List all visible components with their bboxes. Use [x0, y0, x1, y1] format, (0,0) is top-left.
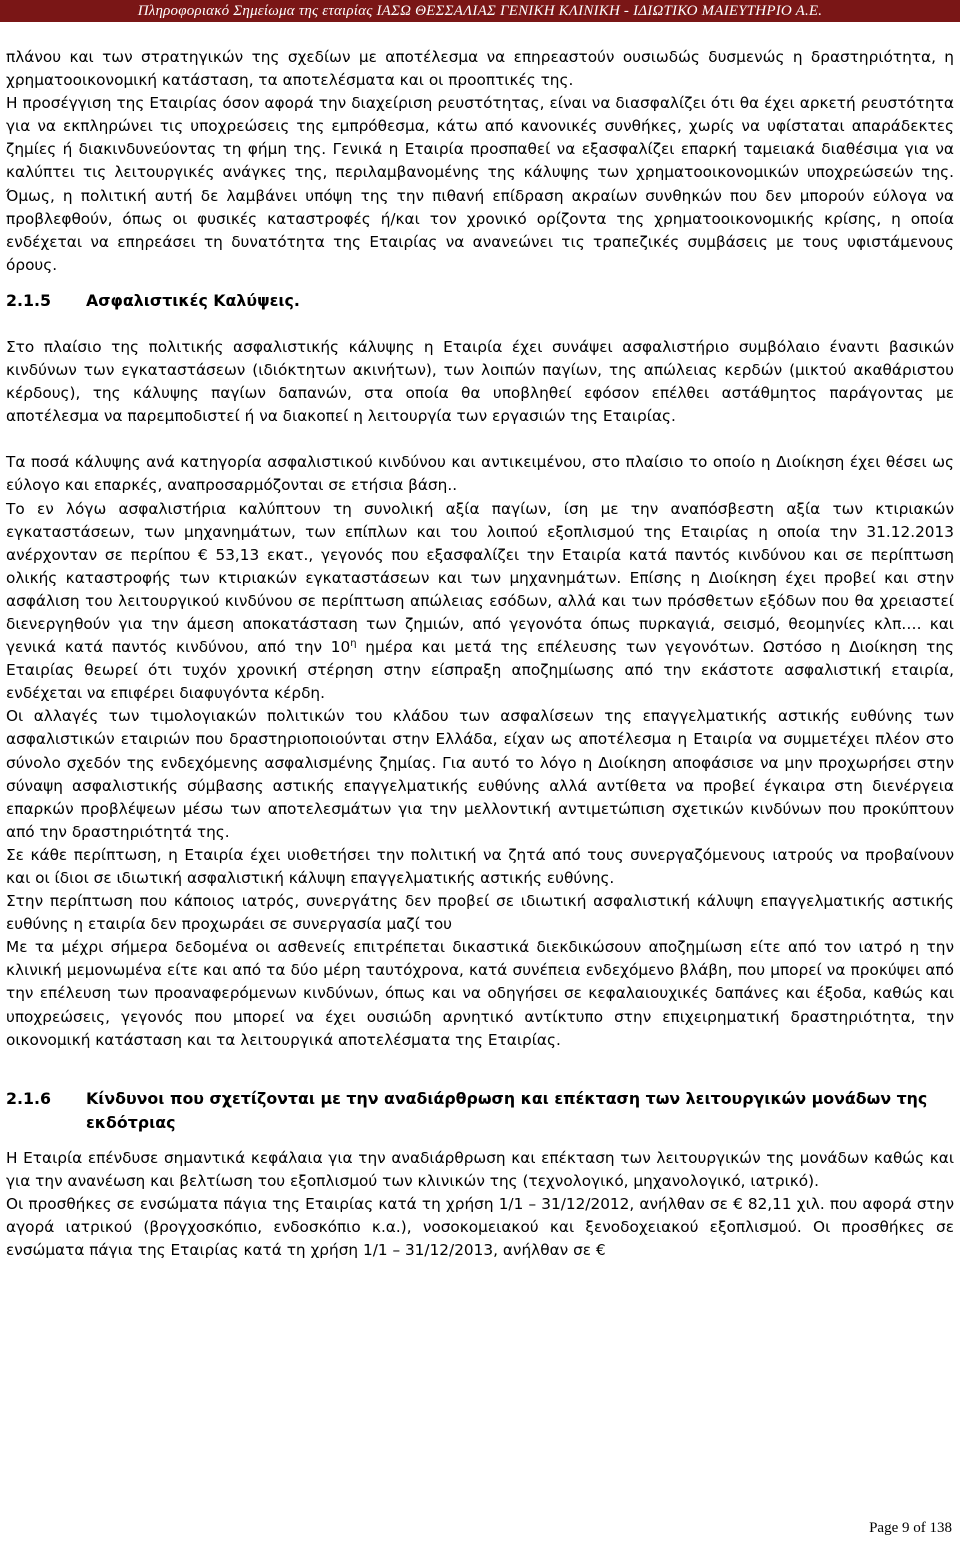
paragraph: Τα ποσά κάλυψης ανά κατηγορία ασφαλιστικού κινδύνου και αντικειμένου, στο πλαίσιο το οποίο η Διοίκηση έχει θέσει ως εύλογο και επαρκές, αναπροσαρμόζονται σε ετήσια βάση..: [6, 453, 954, 495]
section-title: Ασφαλιστικές Καλύψεις.: [86, 290, 300, 310]
text-run: ημέρα και μετά της επέλευσης των γεγονότων. Ωστόσο η Διοίκηση της Εταιρίας θεωρεί ότι τυχόν χρονική στέρηση στην είσπραξη αποζημίωσης από την εκάστοτε ασφαλιστική εταιρία, ενδέχεται να επιφέρει διαφυγόντα κέρδη.: [6, 638, 954, 703]
page-number: Page 9 of 138: [869, 1520, 952, 1536]
document-header: [0, 0, 960, 22]
paragraph: Στην περίπτωση που κάποιος ιατρός, συνεργάτης δεν προβεί σε ιδιωτική ασφαλιστική κάλυψη επαγγελματικής αστικής ευθύνης η εταιρία δεν προχωράει σε συνεργασία μαζί του: [6, 892, 954, 934]
section-heading-2-1-5: [6, 289, 954, 313]
paragraph: [6, 498, 954, 706]
paragraph: Στο πλαίσιο της πολιτικής ασφαλιστικής κάλυψης η Εταιρία έχει συνάψει ασφαλιστήριο συμβόλαιο έναντι βασικών κινδύνων των εγκαταστάσεων (ιδιόκτητων ακινήτων), των λοιπών παγίων, της απώλειας κερδών (μικτού ακαθάριστου κέρδους), της κάλυψης παγίων δαπανών, στα οποία θα υποβληθεί εφόσον επέλθει αστάθμητος παράγοντας με αποτέλεσμα να παρεμποδιστεί ή να διακοπεί η λειτουργία των εργασιών της Εταιρίας.: [6, 337, 954, 426]
amount: € 82,11 χιλ.: [732, 1194, 825, 1213]
document-body: [6, 46, 954, 1262]
document-header-title: Πληροφοριακό Σημείωμα της εταιρίας ΙΑΣΩ ΘΕΣΣΑΛΙΑΣ ΓΕΝΙΚΗ ΚΛΙΝΙΚΗ - ΙΔΙΩΤΙΚΟ ΜΑΙΕΥΤΗΡΙΟ Α.Ε.: [137, 2, 823, 19]
section-number: 2.1.6: [6, 1088, 51, 1108]
paragraph: Οι αλλαγές των τιμολογιακών πολιτικών του κλάδου των ασφαλίσεων της επαγγελματικής αστικής ευθύνης των ασφαλιστικών εταιριών που δραστηριοποιούνται στην Ελλάδα, είχαν ως αποτέλεσμα η Εταιρία να συμμετέχει πλέον στο σύνολο σχεδόν της ενδεχόμενης ασφαλισμένης ζημίας. Για αυτό το λόγο η Διοίκηση αποφάσισε να μην προχωρήσει στην σύναψη ασφαλιστικής σύμβασης αστικής επαγγελματικής ευθύνης αλλά αντίθετα να προβεί έγκαιρα στη διενέργεια επαρκών προβλέψεων μέσω των αποτελεσμάτων για την μελλοντική αντιμετώπιση σχετικών κινδύνων που προκύπτουν από την δραστηριότητά της.: [6, 707, 954, 841]
paragraph: Η Εταιρία επένδυσε σημαντικά κεφάλαια για την αναδιάρθρωση και επέκταση των λειτουργικών της μονάδων καθώς και για την ανανέωση και βελτίωση του εξοπλισμού των κλινικών της (τεχνολογικό, μηχανολογικό, ιατρικό).: [6, 1148, 954, 1190]
section-heading-2-1-6: [6, 1087, 954, 1135]
text-run: Οι προσθήκες σε ενσώματα πάγια της Εταιρίας κατά τη χρήση 1/1 – 31/12/2012, ανήλθαν σε: [6, 1194, 728, 1213]
paragraph: Σε κάθε περίπτωση, η Εταιρία έχει υιοθετήσει την πολιτική να ζητά από τους συνεργαζόμενους ιατρούς να προβαίνουν και οι ίδιοι σε ιδιωτική ασφαλιστική κάλυψη επαγγελματικής αστικής ευθύνης.: [6, 845, 954, 887]
section-number: 2.1.5: [6, 290, 51, 310]
paragraph: [6, 1193, 954, 1262]
text-run: Το εν λόγω ασφαλιστήρια καλύπτουν τη συνολική αξία παγίων, ίση με την αναπόσβεστη αξία των κτιριακών εγκαταστάσεων, των μηχανημάτων, των επίπλων και του λοιπού εξοπλισμού της Εταιρίας η οποία την 31.12.2013 ανέρχονταν σε περίπου: [6, 499, 954, 564]
amount: € 53,13 εκατ.: [198, 545, 309, 564]
text-run: , γεγονός που εξασφαλίζει την Εταιρία κατά παντός κινδύνου και σε περίπτωση ολικής καταστροφής των κτιριακών εγκαταστάσεων και των μηχανημάτων. Επίσης η Διοίκηση έχει προβεί και στην ασφάλιση του λειτουργικού κινδύνου σε περίπτωση απώλειας εσόδων, αλλά και των πρόσθετων εξόδων που θα χρειαστεί διενεργηθούν για την άμεση αποκατάσταση των ζημιών, από γεγονότα όπως πυρκαγιά, σεισμό, θεομηνίες κλπ…. και γενικά κατά παντός κινδύνου, από την 10: [6, 545, 954, 657]
superscript: η: [350, 637, 357, 649]
section-title: Κίνδυνοι που σχετίζονται με την αναδιάρθρωση και επέκταση των λειτουργικών μονάδων της εκδότριας: [86, 1088, 928, 1132]
paragraph: Με τα μέχρι σήμερα δεδομένα οι ασθενείς επιτρέπεται δικαστικά διεκδικώσουν αποζημίωση είτε από τον ιατρό η την κλινική μεμονωμένα είτε και από τα δύο μέρη ταυτόχρονα, κατά συνέπεια ενδεχόμενο βλάβη, που μπορεί να προκύψει από την επέλευση των προαναφερόμενων κινδύνων, όπως και να οδηγήσει σε κεφαλαιουχικές δαπάνες και έξοδα, καθώς και υποχρεώσεις, γεγονός που μπορεί να έχει ουσιώδη αρνητικό αντίκτυπο στην επιχειρηματική δραστηριότητα, την οικονομική κατάσταση και τα λειτουργικά αποτελέσματα της Εταιρίας.: [6, 938, 954, 1049]
paragraph: πλάνου και των στρατηγικών της σχεδίων με αποτέλεσμα να επηρεαστούν ουσιωδώς δυσμενώς η δραστηριότητα, η χρηματοοικονομική κατάσταση, τα αποτελέσματα και οι προοπτικές της.: [6, 48, 954, 90]
text-run: που αφορά στην αγορά ιατρικού (βρογχοσκόπιο, ενδοσκόπιο κ.α.), νοσοκομειακού και ξενοδοχειακού εξοπλισμού. Οι προσθήκες σε ενσώματα πάγια της Εταιρίας κατά τη χρήση 1/1 – 31/12/2013, ανήλθαν σε €: [6, 1194, 954, 1260]
paragraph: Η προσέγγιση της Εταιρίας όσον αφορά την διαχείριση ρευστότητας, είναι να διασφαλίζει ότι θα έχει αρκετή ρευστότητα για να εκπληρώνει τις υποχρεώσεις της εμπρόθεσμα, κάτω από κανονικές συνθήκες, χωρίς να υφίσταται απαράδεκτες ζημίες ή διακινδυνεύοντας τη φήμη της. Γενικά η Εταιρία προσπαθεί να εξασφαλίζει επαρκή ταμειακά διαθέσιμα για να καλύπτει τις λειτουργικές ανάγκες της, περιλαμβανομένης της κάλυψης των χρηματοοικονομικών υποχρεώσεών της. Όμως, η πολιτική αυτή δε λαμβάνει υπόψη της την πιθανή επίδραση ακραίων συνθηκών που δεν μπορούν εύλογα να προβλεφθούν, όπως οι φυσικές καταστροφές ή/και τον χρονικό ορίζοντα της χρηματοοικονομικής κρίσης, η οποία ενδέχεται να επηρεάσει τη δυνατότητα της Εταιρίας να ανανεώνει τις τραπεζικές συμβάσεις με τους υφιστάμενους όρους.: [6, 94, 954, 274]
